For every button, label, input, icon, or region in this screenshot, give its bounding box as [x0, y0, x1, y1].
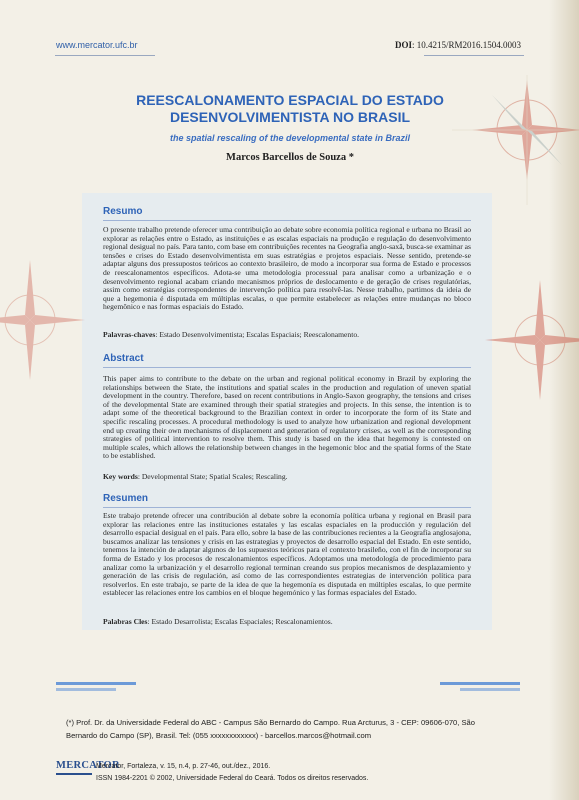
section-divider	[103, 220, 471, 221]
author-footnote	[66, 716, 516, 742]
compass-rose-icon	[0, 250, 90, 390]
resumen-text: Este trabajo pretende ofrecer una contribución al debate sobre la economía política urbana y regional en Brasil para explorar las relaciones entre las instituciones estatales y las escalas espaciales en la producción y regulación del desarrollo espacial desigual en el país. Para ello, sobre la base de las contribuciones recientes a la Geografía anglosajona, buscamos analizar las tensiones y crisis en las estrategias y proyectos de desarrollo espacial del Estado. En este sentido, tenemos la intención de adaptar algunos de los supuestos teóricos para el contexto brasileño, con el fin de incorporar su forma de Estado y los procesos de rescalonamientos específicos. Adoptamos una metodología de procedimiento para analizar como la urbanización y el desarrollo regional terminan creando sus propios mecanismos de desplazamiento y generación de las crisis de regulación, así como de las correspondientes estrategias de intervención política para resolverlos. En este trabajo, se parte de la idea de que la hegemonía es disputada en múltiples escalas, lo que permite establecer las relaciones entre los cambios en el bloque hegemónico y las formas espaciales del Estado.	[103, 511, 471, 598]
decorative-bar	[460, 688, 520, 691]
article-subtitle: the spatial rescaling of the developmental state in Brazil	[169, 133, 411, 143]
keywords-label: Palavras-chaves	[103, 330, 156, 339]
section-divider	[103, 507, 471, 508]
keywords-value: : Developmental State; Spatial Scales; Rescaling.	[137, 472, 288, 481]
abstract-heading: Abstract	[103, 353, 144, 364]
section-divider	[103, 367, 471, 368]
resumen-heading: Resumen	[103, 493, 149, 504]
copyright-line: ISSN 1984-2201 © 2002, Universidade Federal do Ceará. Todos os direitos reservados.	[96, 775, 369, 782]
keywords-label: Key words	[103, 472, 138, 481]
article-title: DESENVOLVIMENTISTA NO BRASIL	[169, 109, 411, 125]
resumen-keywords	[103, 617, 471, 626]
article-title: REESCALONAMENTO ESPACIAL DO ESTADO	[136, 92, 444, 108]
resumo-heading: Resumo	[103, 206, 143, 217]
citation-line: Mercator, Fortaleza, v. 15, n.4, p. 27-46, out./dez., 2016.	[96, 763, 271, 770]
header-divider	[55, 55, 155, 56]
keywords-value: : Estado Desarrolista; Escalas Espaciales; Rescalonamientos.	[147, 617, 333, 626]
logo-underline	[56, 773, 92, 775]
decorative-bar	[56, 682, 136, 685]
footnote-line: Bernardo do Campo (SP), Brasil. Tel: (055 xxxxxxxxxxxx) - barcellos.marcos@hotmail.com	[66, 731, 372, 740]
keywords-value: : Estado Desenvolvimentista; Escalas Espaciais; Reescalonamento.	[155, 330, 360, 339]
abstract-text: This paper aims to contribute to the debate on the urban and regional political economy in Brazil by exploring the relationships between the State, the institutions and spatial scales in the production and regulation of uneven spatial development in the country. Therefore, based on recent contributions in Anglo-Saxon geography, the tensions and crises of the developmental State are examined through their spatial strategies and projects. In this sense, the intention is to adapt some of the theoretical background to the Brazilian context in order to incorporate the form of its State and specific rescaling processes. A procedural methodology is used to analyze how urbanization and regional development end up creating their own mechanisms of displacement and generation of regulatory crises, as well as the corresponding strategies of political intervention to resolve them. This study is based on the idea that hegemony is contested on multiple scales, which allows the relationship between changes in the hegemonic bloc and the spatial forms of the State to be established.	[103, 374, 471, 461]
mercator-logo: MERCATOR	[56, 760, 120, 771]
journal-url[interactable]: www.mercator.ufc.br	[56, 40, 138, 50]
decorative-bar	[440, 682, 520, 685]
resumo-text: O presente trabalho pretende oferecer uma contribuição ao debate sobre economia política regional e urbana no Brasil ao explorar as relações entre o Estado, as instituições e as escalas espaciais na produção e regulação do desenvolvimento regional desigual no país. Para tanto, com base em contribuições recentes na Geografia anglo-saxã, busca-se examinar as tensões e crises do Estado desenvolvimentista em suas estratégias e projetos espaciais. Nesse sentido, pretende-se adaptar alguns dos pressupostos teóricos ao contexto brasileiro, de modo a incorporar sua forma de Estado e processos de reescalonamentos específicos. Adota-se uma metodologia processual para analisar como a urbanização e o desenvolvimento regional acabam criando mecanismos próprios de deslocamento e de geração de crises regulatórias, assim como estratégias correspondentes de intervenção política para resolvê-las. Nesse trabalho, partimos da ideia de que a hegemonia é disputada em múltiplas escalas, o que permite estabelecer as relações entre mudanças no bloco hegemônico e nas formas espaciais do Estado.	[103, 225, 471, 312]
doi-label: DOI	[394, 40, 412, 50]
footnote-line: (*) Prof. Dr. da Universidade Federal do ABC - Campus São Bernardo do Campo. Rua Arcturus, 3 - CEP: 09606-070, São	[66, 718, 476, 727]
keywords-label: Palabras Cles	[103, 617, 148, 626]
doi	[395, 40, 521, 50]
doi-value: : 10.4215/RM2016.1504.0003	[411, 40, 521, 50]
abstract-keywords	[103, 472, 471, 481]
resumo-keywords	[103, 330, 471, 339]
author-name: Marcos Barcellos de Souza *	[226, 152, 354, 163]
header-divider	[424, 55, 524, 56]
compass-rose-icon	[480, 270, 579, 410]
decorative-bar	[56, 688, 116, 691]
